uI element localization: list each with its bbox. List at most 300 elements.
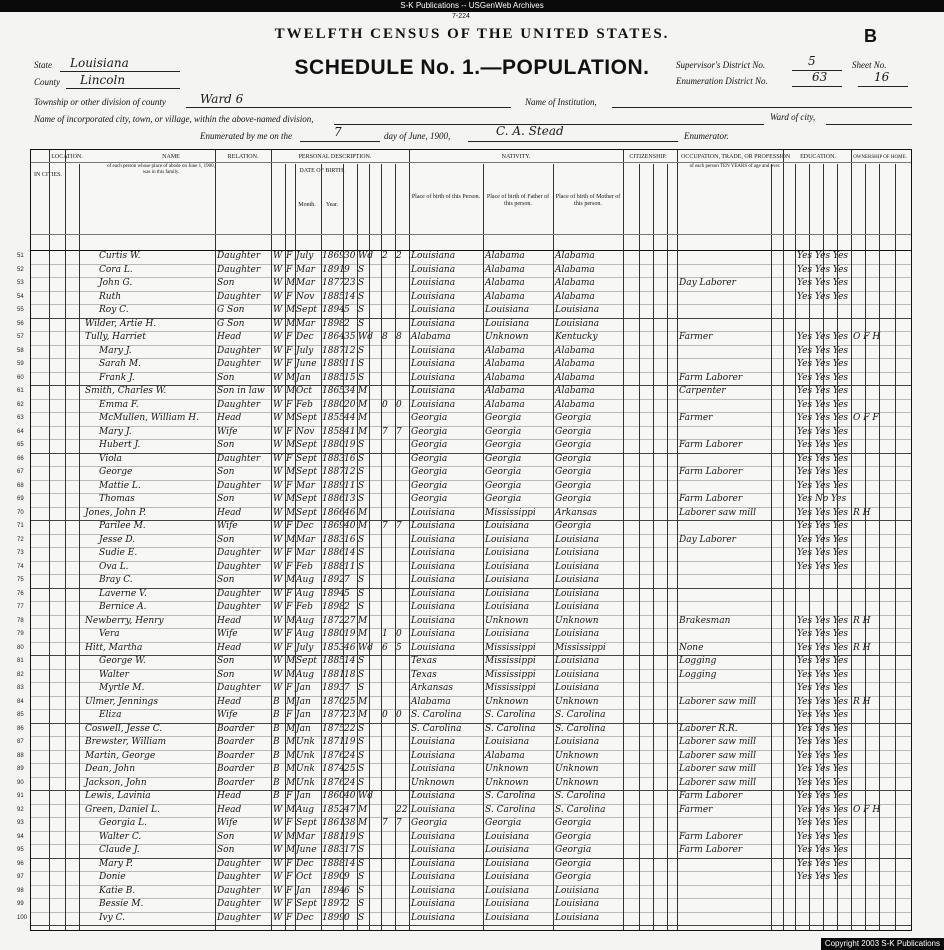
cell-relation: Head	[217, 642, 242, 653]
schedule-title: SCHEDULE No. 1.—POPULATION.	[294, 56, 650, 79]
cell-sex: M	[286, 831, 296, 842]
cell-living	[396, 493, 408, 506]
cell-age: 40	[344, 521, 356, 531]
cell-relation: G Son	[217, 305, 245, 315]
cell-name: Tully, Harriet	[85, 332, 146, 342]
cell-relation: Son	[217, 278, 235, 288]
cell-father: Georgia	[485, 453, 522, 464]
cell-sex: M	[286, 507, 296, 518]
cell-birth: Louisiana	[411, 764, 456, 774]
cell-marital: Wd	[358, 642, 374, 653]
cell-home: O F H	[853, 332, 881, 342]
cell-age: 14	[344, 291, 356, 302]
cell-color: W	[273, 251, 283, 261]
cell-mother: Louisiana	[555, 683, 600, 693]
cell-age: 30	[344, 251, 356, 261]
cell-father: S. Carolina	[485, 791, 536, 801]
cell-father: Mississippi	[485, 683, 536, 693]
cell-living	[396, 358, 408, 371]
cell-color: W	[273, 426, 283, 437]
cell-living	[396, 547, 408, 560]
cell-sex: M	[286, 386, 296, 396]
cell-name: Wilder, Artie H.	[85, 318, 157, 329]
cell-living	[396, 561, 408, 574]
cell-month: July	[296, 345, 314, 356]
cell-relation: Wife	[217, 426, 238, 437]
cell-marital: S	[358, 683, 365, 693]
cell-birth: Louisiana	[411, 251, 456, 261]
cell-home	[853, 250, 909, 263]
cell-father: Louisiana	[485, 575, 530, 585]
line-number: 91	[17, 793, 24, 799]
line-number: 93	[17, 820, 24, 826]
cell-age: 14	[344, 656, 356, 666]
cell-color: W	[273, 399, 283, 410]
cell-name: George	[99, 467, 133, 477]
cell-birth: Louisiana	[411, 899, 456, 909]
cell-name: Hitt, Martha	[85, 642, 143, 653]
cell-edu: Yes Yes Yes	[797, 278, 849, 288]
cell-sex: M	[286, 764, 296, 774]
cell-color: B	[273, 764, 280, 774]
cell-home	[853, 534, 909, 547]
header-birth-person: Place of birth of this Person.	[411, 194, 481, 200]
cell-father: Alabama	[485, 399, 525, 410]
cell-occupation: Farm Laborer	[679, 372, 743, 383]
cell-father: Georgia	[485, 413, 522, 423]
line-number: 85	[17, 712, 24, 718]
cell-mother: Louisiana	[555, 602, 600, 612]
cell-father: Louisiana	[485, 305, 530, 315]
cell-birth: Texas	[411, 656, 437, 666]
cell-children	[382, 844, 394, 857]
cell-year: 1897	[322, 899, 345, 909]
table-row	[17, 466, 911, 479]
cell-relation: Wife	[217, 521, 238, 531]
enumerator-value: C. A. Stead	[496, 124, 564, 138]
line-number: 66	[17, 455, 24, 462]
cell-children	[382, 466, 394, 479]
sheet-letter: B	[864, 26, 877, 46]
table-row	[17, 574, 911, 587]
cell-name: Dean, John	[85, 764, 136, 774]
cell-birth: Louisiana	[411, 345, 456, 356]
cell-month: Sept	[296, 453, 317, 464]
cell-birth: S. Carolina	[411, 723, 462, 734]
cell-name: Curtis W.	[99, 251, 141, 261]
copyright-notice: Copyright 2003 S-K Publications	[821, 938, 944, 950]
cell-year: 1858	[322, 426, 345, 437]
cell-year: 1883	[322, 453, 345, 464]
cell-month: Mar	[296, 278, 315, 288]
cell-edu	[797, 574, 853, 587]
cell-year: 1888	[322, 858, 345, 869]
cell-year: 1894	[322, 305, 345, 315]
cell-children: 1	[382, 629, 388, 639]
cell-name: Myrtle M.	[99, 683, 145, 693]
cell-year: 1871	[322, 737, 345, 747]
column-rule	[409, 150, 410, 930]
cell-children: 2	[382, 251, 388, 261]
cell-edu	[797, 912, 853, 925]
cell-edu	[797, 885, 853, 898]
cell-age: 2	[344, 318, 350, 329]
cell-birth: Louisiana	[411, 548, 456, 558]
cell-mother: Unknown	[555, 615, 599, 626]
county-value: Lincoln	[80, 73, 126, 87]
cell-sex: F	[286, 629, 293, 639]
column-rule	[369, 164, 370, 930]
cell-edu: Yes Yes Yes	[797, 467, 849, 477]
cell-home	[853, 844, 909, 857]
cell-edu: Yes Yes Yes	[797, 804, 849, 815]
cell-name: Mary J.	[99, 426, 132, 437]
cell-occupation	[679, 817, 771, 830]
cell-occupation: Laborer saw mill	[679, 507, 757, 518]
cell-year: 1885	[322, 656, 345, 666]
cell-month: Mar	[296, 318, 315, 329]
cell-month: Aug	[296, 575, 315, 585]
line-number: 95	[17, 847, 24, 853]
cell-marital: M	[358, 804, 368, 815]
cell-age: 14	[344, 548, 356, 558]
cell-age: 47	[344, 804, 356, 815]
cell-relation: Son	[217, 534, 235, 545]
cell-color: B	[273, 723, 280, 734]
cell-birth: Louisiana	[411, 750, 456, 761]
cell-age: 5	[344, 305, 350, 315]
cell-color: W	[273, 305, 283, 315]
cell-month: Sept	[296, 899, 317, 909]
cell-relation: G Son	[217, 318, 245, 329]
cell-sex: M	[286, 656, 296, 666]
cell-year: 1864	[322, 332, 345, 342]
cell-occupation	[679, 426, 771, 439]
cell-marital: M	[358, 696, 368, 707]
day-of-label: day of June, 1900,	[384, 131, 451, 141]
cell-living	[396, 277, 408, 290]
cell-occupation: Laborer saw mill	[679, 750, 757, 761]
cell-birth: Louisiana	[411, 372, 456, 383]
cell-home	[853, 372, 909, 385]
cell-color: B	[273, 696, 280, 707]
cell-marital: S	[358, 318, 365, 329]
cell-marital: S	[358, 872, 365, 882]
cell-relation: Daughter	[217, 602, 261, 612]
cell-home	[853, 547, 909, 560]
cell-name: Hubert J.	[99, 440, 141, 450]
header-relation: RELATION.	[227, 154, 259, 160]
cell-edu: Yes Yes Yes	[797, 399, 849, 410]
cell-month: Mar	[296, 480, 315, 491]
township-label: Township or other division of county	[34, 97, 166, 107]
cell-edu: Yes Yes Yes	[797, 818, 849, 828]
cell-color: B	[273, 750, 280, 761]
cell-name: McMullen, William H.	[99, 413, 199, 423]
line-number: 71	[17, 523, 24, 529]
cell-birth: Texas	[411, 669, 437, 680]
cell-name: Jones, John P.	[85, 507, 147, 518]
header-month: Month.	[298, 202, 316, 208]
column-rule	[837, 164, 838, 930]
cell-mother: S. Carolina	[555, 804, 606, 815]
cell-birth: Louisiana	[411, 588, 456, 599]
cell-name: Frank J.	[99, 372, 135, 383]
cell-mother: Louisiana	[555, 588, 600, 599]
cell-occupation: Carpenter	[679, 386, 726, 396]
cell-name: Cora L.	[99, 264, 133, 275]
cell-living	[396, 885, 408, 898]
line-number: 89	[17, 766, 24, 772]
header-in-cities: IN CITIES.	[34, 172, 62, 178]
line-number: 65	[17, 442, 24, 448]
cell-color: W	[273, 912, 283, 923]
cell-edu: Yes Yes Yes	[797, 426, 849, 437]
cell-mother: Georgia	[555, 426, 592, 437]
cell-month: Sept	[296, 467, 317, 477]
cell-name: Jesse D.	[99, 534, 136, 545]
cell-year: 1898	[322, 602, 345, 612]
cell-relation: Son	[217, 845, 235, 855]
cell-name: Mattie L.	[99, 480, 141, 491]
cell-living: 8	[396, 332, 402, 342]
cell-month: July	[296, 642, 314, 653]
cell-birth: Louisiana	[411, 318, 456, 329]
cell-marital: Wd	[358, 332, 374, 342]
cell-home	[853, 669, 909, 682]
cell-occupation	[679, 304, 771, 317]
cell-birth: Louisiana	[411, 291, 456, 302]
cell-birth: Louisiana	[411, 872, 456, 882]
cell-occupation: Day Laborer	[679, 534, 736, 545]
cell-edu: Yes Yes Yes	[797, 669, 849, 680]
cell-children	[382, 736, 394, 749]
cell-marital: S	[358, 831, 365, 842]
cell-month: Sept	[296, 440, 317, 450]
cell-sex: M	[286, 845, 296, 855]
cell-children	[382, 385, 394, 398]
cell-birth: Georgia	[411, 480, 448, 491]
cell-home	[853, 439, 909, 452]
cell-mother: Louisiana	[555, 899, 600, 909]
cell-year: 1887	[322, 467, 345, 477]
cell-home	[853, 898, 909, 911]
cell-children	[382, 912, 394, 925]
line-number: 56	[17, 320, 24, 327]
county-label: County	[34, 77, 60, 87]
cell-color: W	[273, 534, 283, 545]
cell-occupation	[679, 453, 771, 466]
cell-father: S. Carolina	[485, 804, 536, 815]
cell-month: Jan	[296, 885, 311, 896]
cell-home: R H	[853, 615, 871, 626]
cell-children	[382, 790, 394, 803]
header-date-of-birth: DATE OF BIRTH.	[299, 168, 345, 174]
cell-name: Newberry, Henry	[85, 615, 164, 626]
column-rule	[879, 164, 880, 930]
column-rule	[295, 164, 296, 930]
cell-year: 1876	[322, 777, 345, 788]
cell-mother: Louisiana	[555, 575, 600, 585]
cell-occupation	[679, 520, 771, 533]
cell-father: Alabama	[485, 372, 525, 383]
cell-sex: F	[286, 264, 293, 275]
cell-father: Louisiana	[485, 899, 530, 909]
cell-color: W	[273, 345, 283, 356]
cell-name: Green, Daniel L.	[85, 804, 160, 815]
cell-children	[382, 345, 394, 358]
cell-sex: F	[286, 453, 293, 464]
cell-sex: M	[286, 750, 296, 761]
cell-children	[382, 439, 394, 452]
cell-birth: Louisiana	[411, 737, 456, 747]
line-number: 78	[17, 617, 24, 624]
enumerated-label: Enumerated by me on the	[200, 131, 292, 141]
line-number: 97	[17, 874, 24, 880]
column-rule	[553, 164, 554, 930]
column-rule	[381, 164, 382, 930]
cell-mother: Georgia	[555, 521, 592, 531]
cell-sex: M	[286, 804, 296, 815]
table-row	[17, 750, 911, 763]
line-number: 62	[17, 401, 24, 408]
cell-year: 1892	[322, 575, 345, 585]
cell-marital: M	[358, 413, 368, 423]
cell-occupation: Laborer R.R.	[679, 723, 738, 734]
table-row	[17, 817, 911, 830]
cell-name: Ivy C.	[99, 912, 126, 923]
sheet-value: 16	[874, 70, 890, 84]
form-number: 7-224	[452, 13, 470, 20]
cell-edu: Yes Yes Yes	[797, 291, 849, 302]
cell-marital: M	[358, 399, 368, 410]
cell-age: 0	[344, 912, 350, 923]
cell-name: Smith, Charles W.	[85, 386, 167, 396]
cell-mother: Alabama	[555, 278, 595, 288]
cell-age: 34	[344, 386, 356, 396]
cell-father: Alabama	[485, 386, 525, 396]
cell-mother: Georgia	[555, 440, 592, 450]
cell-relation: Daughter	[217, 291, 261, 302]
cell-relation: Boarder	[217, 750, 255, 761]
cell-name: Walter C.	[99, 831, 142, 842]
cell-color: W	[273, 831, 283, 842]
cell-age: 9	[344, 264, 350, 275]
cell-children	[382, 574, 394, 587]
line-number: 57	[17, 334, 24, 340]
cell-marital: S	[358, 561, 365, 572]
cell-year: 1888	[322, 561, 345, 572]
cell-month: Feb	[296, 399, 313, 410]
cell-month: Oct	[296, 872, 313, 882]
cell-birth: Louisiana	[411, 845, 456, 855]
cell-month: Aug	[296, 588, 315, 599]
cell-month: Aug	[296, 615, 315, 626]
cell-mother: Kentucky	[555, 332, 598, 342]
cell-relation: Head	[217, 696, 242, 707]
cell-year: 1894	[322, 588, 345, 599]
cell-occupation	[679, 561, 771, 574]
cell-home: R H	[853, 507, 871, 518]
cell-father: Alabama	[485, 291, 525, 302]
cell-birth: Alabama	[411, 332, 451, 342]
cell-mother: Arkansas	[555, 507, 598, 518]
cell-edu: Yes Yes Yes	[797, 629, 849, 639]
cell-marital: S	[358, 278, 365, 288]
cell-father: Unknown	[485, 764, 529, 774]
cell-sex: M	[286, 413, 296, 423]
line-number: 59	[17, 361, 24, 367]
cell-color: W	[273, 548, 283, 558]
cell-edu	[797, 318, 853, 331]
cell-edu: Yes Yes Yes	[797, 534, 849, 545]
cell-living	[396, 412, 408, 425]
cell-edu: Yes Yes Yes	[797, 345, 849, 356]
column-rule	[271, 150, 272, 930]
cell-children	[382, 588, 394, 601]
cell-living	[396, 898, 408, 911]
cell-home	[853, 385, 909, 398]
cell-living	[396, 696, 408, 709]
cell-home: O F H	[853, 804, 881, 815]
cell-marital: M	[358, 629, 368, 639]
cell-marital: S	[358, 723, 365, 734]
cell-living	[396, 682, 408, 695]
column-rule	[343, 164, 344, 930]
state-label: State	[34, 60, 52, 70]
cell-home	[853, 858, 909, 871]
cell-year: 1872	[322, 615, 345, 626]
cell-living	[396, 318, 408, 331]
cell-sex: M	[286, 278, 296, 288]
cell-name: Bessie M.	[99, 899, 144, 909]
cell-occupation: Farmer	[679, 804, 713, 815]
cell-occupation: Farm Laborer	[679, 467, 743, 477]
cell-occupation	[679, 345, 771, 358]
cell-living	[396, 912, 408, 925]
cell-marital: S	[358, 467, 365, 477]
cell-name: Ova L.	[99, 561, 129, 572]
cell-home	[853, 399, 909, 412]
cell-relation: Daughter	[217, 264, 261, 275]
cell-living	[396, 534, 408, 547]
cell-sex: F	[286, 548, 293, 558]
cell-mother: Georgia	[555, 480, 592, 491]
cell-sex: F	[286, 858, 293, 869]
table-row	[17, 736, 911, 749]
cell-edu: Yes No Yes	[797, 494, 847, 504]
line-number: 84	[17, 698, 24, 705]
cell-home	[853, 493, 909, 506]
cell-living: 0	[396, 399, 402, 410]
cell-occupation: Laborer saw mill	[679, 696, 757, 707]
cell-sex: M	[286, 372, 296, 383]
cell-living	[396, 439, 408, 452]
table-row	[17, 696, 911, 709]
ward-label: Ward of city,	[770, 112, 816, 122]
cell-name: Laverne V.	[99, 588, 147, 599]
cell-age: 23	[344, 710, 356, 720]
cell-color: W	[273, 372, 283, 383]
cell-relation: Daughter	[217, 885, 261, 896]
table-row	[17, 790, 911, 803]
table-row	[17, 439, 911, 452]
cell-relation: Head	[217, 804, 242, 815]
cell-children	[382, 493, 394, 506]
cell-sex: F	[286, 426, 293, 437]
cell-relation: Head	[217, 332, 242, 342]
table-row	[17, 534, 911, 547]
